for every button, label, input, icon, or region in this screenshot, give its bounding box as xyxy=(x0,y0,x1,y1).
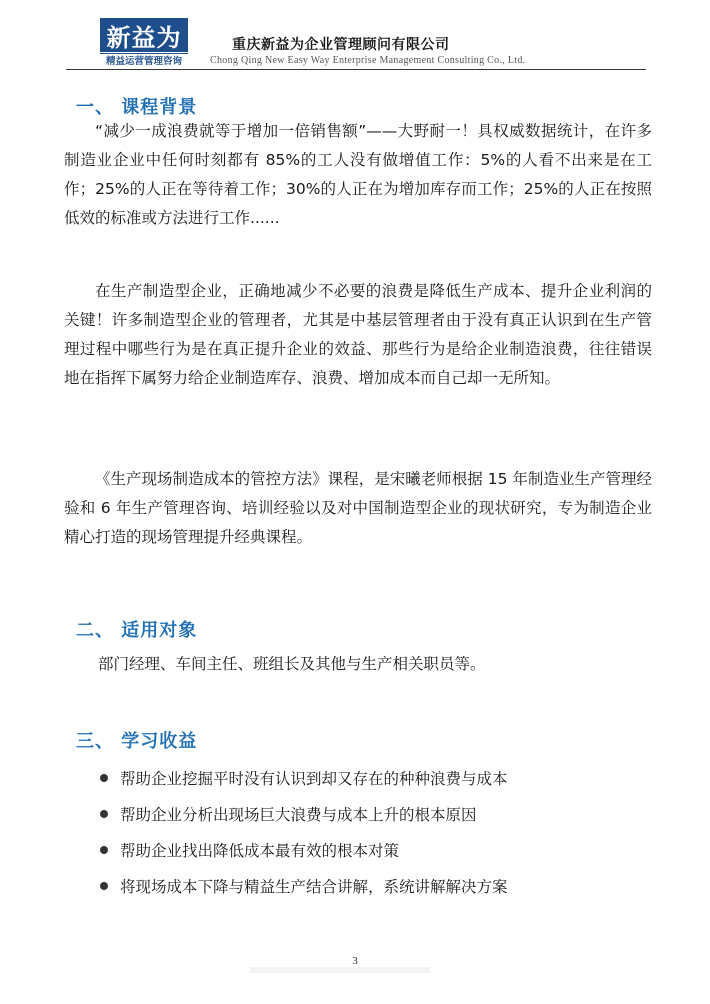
list-item-text: 将现场成本下降与精益生产结合讲解，系统讲解解决方案 xyxy=(120,878,508,896)
page-number: 3 xyxy=(352,955,358,967)
list-item xyxy=(100,868,660,904)
page-header xyxy=(0,0,710,72)
paragraph-2: 在生产制造型企业，正确地减少不必要的浪费是降低生产成本、提升企业利润的关键！许多制造型企业的管理者，尤其是中基层管理者由于没有真正认识到在生产管理过程中哪些行为是在真正提升企业的效益、那些行为是给企业制造浪费，往往错误地在指挥下属努力给企业制造库存、浪费、增加成本而自己却一无所知。 xyxy=(64,282,652,387)
audience-text: 部门经理、车间主任、班组长及其他与生产相关职员等。 xyxy=(98,655,486,673)
footer-decoration xyxy=(250,967,430,973)
benefits-list xyxy=(100,760,660,904)
bullet-icon xyxy=(100,774,108,782)
logo-sub-text: 精益运营管理咨询 xyxy=(100,53,188,69)
list-item-text: 帮助企业分析出现场巨大浪费与成本上升的根本原因 xyxy=(120,806,477,824)
company-name-cn: 重庆新益为企业管理顾问有限公司 xyxy=(232,37,450,53)
bullet-icon xyxy=(100,810,108,818)
paragraph-1: “减少一成浪费就等于增加一倍销售额”——大野耐一！具权威数据统计，在许多制造业企业中任何时刻都有 85%的工人没有做增值工作：5%的人看不出来是在工作；25%的人正在等待着工作；30%的人正在为增加库存而工作；25%的人正在按照低效的标准或方法进行工作...... xyxy=(64,122,652,227)
bullet-icon xyxy=(100,846,108,854)
list-item-text: 帮助企业找出降低成本最有效的根本对策 xyxy=(120,842,400,860)
list-item xyxy=(100,832,660,868)
section-title-background: 一、 课程背景 xyxy=(76,97,198,118)
company-name-en: Chong Qing New Easy Way Enterprise Management Consulting Co., Ltd. xyxy=(210,55,526,66)
list-item xyxy=(100,796,660,832)
bullet-icon xyxy=(100,882,108,890)
company-logo xyxy=(100,18,188,68)
section-title-benefits: 三、 学习收益 xyxy=(76,731,198,752)
list-item-text: 帮助企业挖掘平时没有认识到却又存在的种种浪费与成本 xyxy=(120,770,508,788)
logo-main-text: 新益为 xyxy=(100,18,188,52)
paragraph-3: 《生产现场制造成本的管控方法》课程，是宋曦老师根据 15 年制造业生产管理经验和 6 年生产管理咨询、培训经验以及对中国制造型企业的现状研究，专为制造企业精心打造的现场管理提升经典课程。 xyxy=(64,470,652,546)
list-item xyxy=(100,760,660,796)
header-divider xyxy=(66,69,646,70)
section-title-audience: 二、 适用对象 xyxy=(76,620,198,641)
